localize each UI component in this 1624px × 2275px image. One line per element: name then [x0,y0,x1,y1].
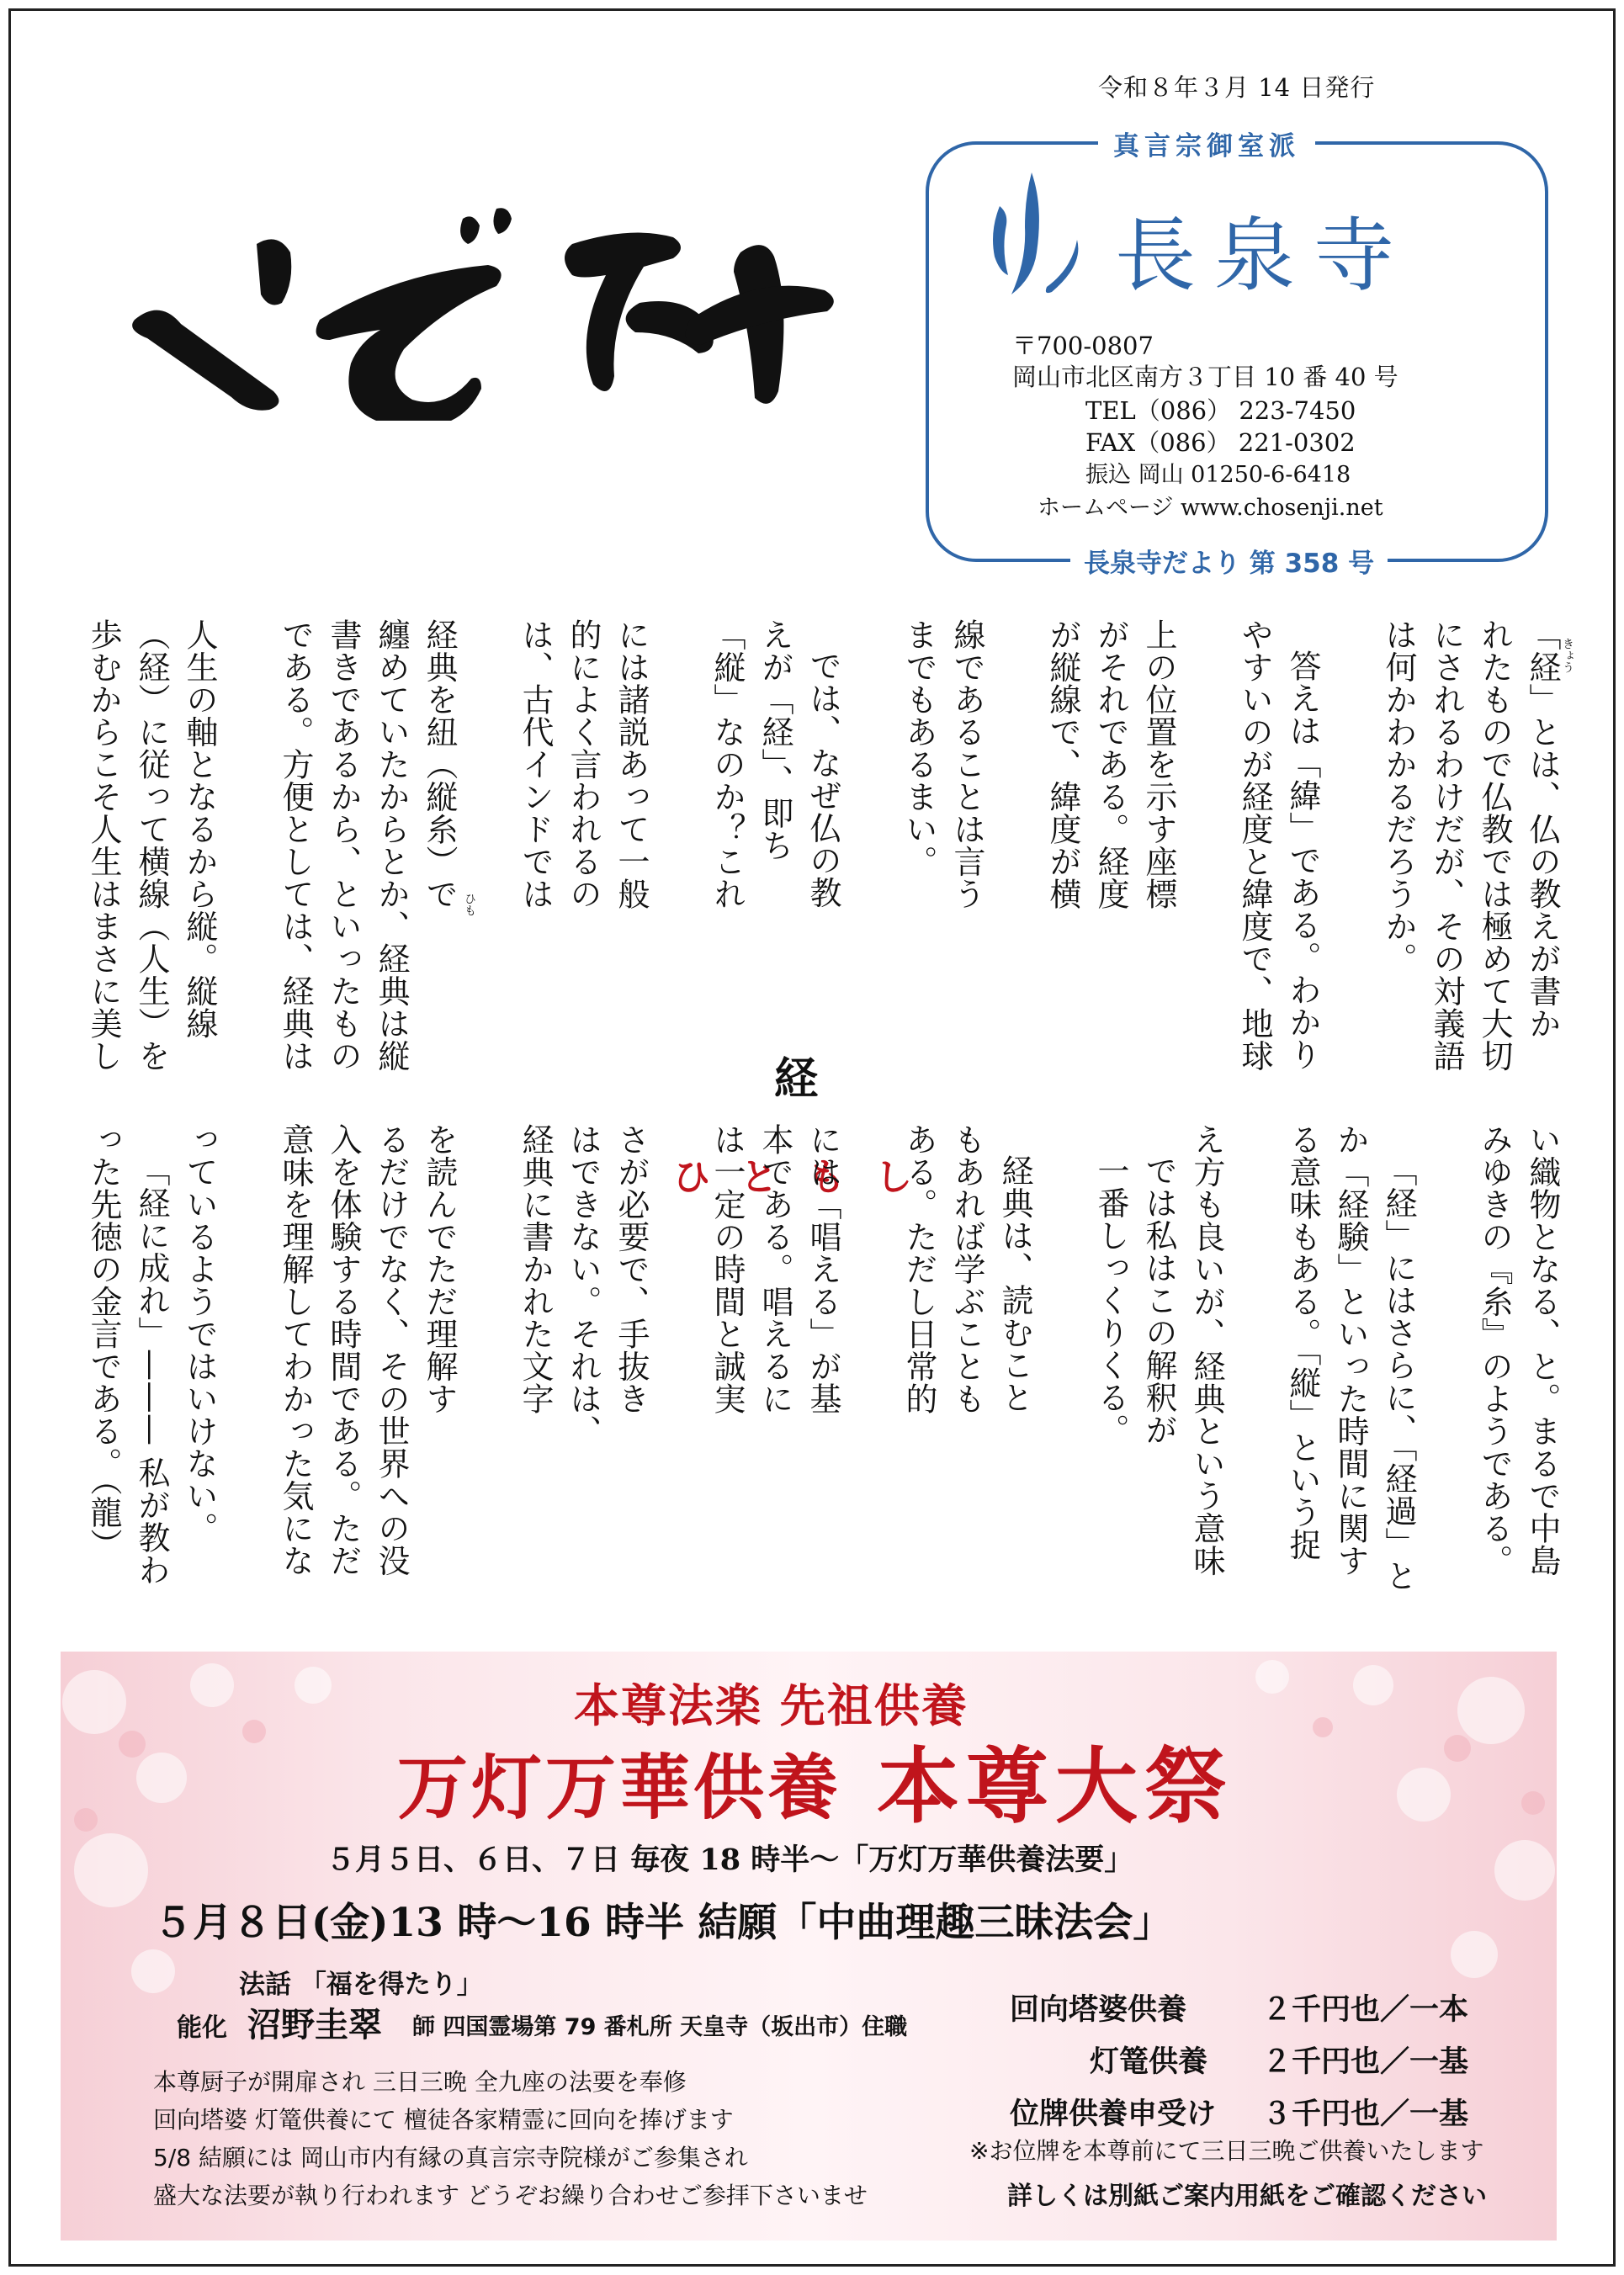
text-column: る意味もある。「縦」という捉 [1284,1123,1321,1561]
closing-note: 詳しくは別紙ご案内用紙をご確認ください [1007,2182,1487,2211]
text-column: 経典を紐（縦糸）で [421,618,458,910]
text-column: 答えは「緯」である。わかり [1284,650,1321,1071]
text-column: やすいのが経度と緯度で、地球 [1236,618,1273,1072]
event-headline-a: 万灯万華供養 [397,1746,842,1829]
furigana-kyou: きょう [1561,638,1574,673]
text-column: えが「経」、即ち [756,618,793,862]
text-column: か「経験」といった時間に関す [1332,1123,1369,1577]
text-column: っているようではいけない。 [181,1123,218,1545]
event-note: 5/8 結願には 岡山市内有縁の真言宗寺院様がご参集され [153,2144,748,2172]
text-column: （経）に従って横線（人生）を [133,618,170,1072]
text-column: 纏めていたからとか、経典は縦 [373,618,410,1072]
text-column: 意味を理解してわかった気にな [277,1123,314,1577]
text-column: 歩むからこそ人生はまさに美し [85,618,122,1072]
offering-price: ３千円也／一基 [1262,2097,1469,2131]
sect-label: 真言宗御室派 [1098,125,1315,162]
text-column: 「経」とは、仏の教えが書か [1524,618,1561,1040]
address: 岡山市北区南方３丁目 10 番 40 号 [1012,363,1398,391]
text-column: は何かわかるだろうか。 [1380,618,1417,975]
speaker-role: 能化 [177,2013,227,2043]
event-note: 本尊厨子が開扉され 三日三晩 全九座の法要を奉修 [153,2068,687,2096]
text-column: はできない。それは、 [565,1123,602,1447]
temple-logo-icon [993,172,1085,294]
text-column: が縦線で、緯度が横 [1044,618,1081,910]
article-title: 経 [774,1053,819,1105]
offering-price: ２千円也／一本 [1262,1993,1469,2027]
text-column: ある。ただし日常的 [900,1123,937,1415]
text-column: もあれば学ぶことも [948,1123,985,1415]
schedule-daily: ５月５日、６日、７日 毎夜 18 時半～「万灯万華供養法要」 [326,1843,1134,1877]
text-column: 「経に成れ」——— 私が教わ [133,1154,170,1587]
homepage-link[interactable]: ホームページ www.chosenji.net [1038,495,1383,521]
text-column: れたもので仏教では極めて大切 [1476,618,1513,1072]
text-column: がそれである。経度 [1092,618,1129,910]
text-column: 線であることは言う [948,618,985,910]
text-column: さが必要で、手抜き [613,1123,650,1415]
text-column: 入を体験する時間である。ただ [325,1123,362,1577]
speaker-detail: 師 四国霊場第 79 番札所 天皇寺（坂出市）住職 [412,2014,908,2040]
schedule-final: ５月８日(金)13 時～16 時半 結願「中曲理趣三昧法会」 [153,1900,1173,1946]
offering-name: 位牌供養申受け [1010,2097,1217,2131]
text-column: 一番しっくりくる。 [1092,1154,1129,1446]
text-column: 的によく言われるの [565,618,602,910]
fax: FAX（086） 221‑0302 [1085,428,1356,457]
tel: TEL（086） 223‑7450 [1085,396,1356,425]
article-subtitle: ひともし [673,1156,942,1199]
event-note: 盛大な法要が執り行われます どうぞお繰り合わせご参拝下さいませ [153,2182,868,2209]
text-column: では私はこの解釈が [1140,1154,1177,1446]
text-column: みゆきの『糸』のようである。 [1476,1123,1513,1577]
text-column: 人生の軸となるから縦。縦線 [181,618,218,1040]
text-column: は一定の時間と誠実 [709,1123,746,1415]
text-column: 上の位置を示す座標 [1140,618,1177,910]
text-column: 書きであるから、といったもの [325,618,362,1072]
event-note: 回向塔婆 灯篭供養にて 檀徒各家精霊に回向を捧げます [153,2106,734,2134]
text-column: え方も良いが、経典という意味 [1188,1123,1225,1577]
text-column: るだけでなく、その世界への没 [373,1123,410,1577]
offering-name: 回向塔婆供養 [1010,1993,1187,2027]
text-column: には諸説あって一般 [613,618,650,910]
offering-name: 灯篭供養 [1090,2045,1208,2079]
text-column: 経典に書かれた文字 [517,1123,554,1415]
text-column: にされるわけだが、その対義語 [1428,618,1465,1072]
event-headline-b: 本尊大祭 [877,1738,1234,1835]
text-column: は、古代インドでは [517,618,554,910]
text-column: までもあるまい。 [900,618,937,878]
text-column: を読んでただ理解す [421,1123,458,1415]
offering-note: ※お位牌を本尊前にて三日三晩ご供養いたします [969,2137,1484,2165]
text-column: 本である。唱えるに [756,1123,793,1415]
text-column: では、なぜ仏の教 [804,650,841,909]
issue-number: 長泉寺だより 第 358 号 [1070,542,1388,580]
masthead-calligraphy [101,194,841,421]
event-intro: 本尊法楽 先祖供養 [574,1678,969,1732]
text-column: 経典は、読むこと [996,1154,1033,1413]
text-column: である。方便としては、経典は [277,618,314,1072]
offering-price: ２千円也／一基 [1262,2045,1469,2079]
text-column: 「経」にはさらに、「経過」と [1380,1154,1417,1592]
text-column: 「縦」なのか？これ [709,618,746,910]
sermon-title: 法話 「福を得たり」 [239,1970,483,2000]
publish-date: 令和８年３月 14 日発行 [1098,73,1376,102]
event-banner [61,1652,1557,2241]
furigana-himo: ひも [463,893,476,916]
speaker-name: 沼野圭翠 [247,2006,382,2044]
furikomi: 振込 岡山 01250‑6‑6418 [1085,462,1351,488]
text-column: い織物となる、と。まるで中島 [1524,1123,1561,1577]
text-column: った先徳の金言である。（龍） [85,1123,122,1561]
temple-name: 長泉寺 [1115,209,1413,303]
postal-code: 〒700‑0807 [1012,331,1154,360]
text-column: には「唱える」が基 [804,1123,841,1415]
